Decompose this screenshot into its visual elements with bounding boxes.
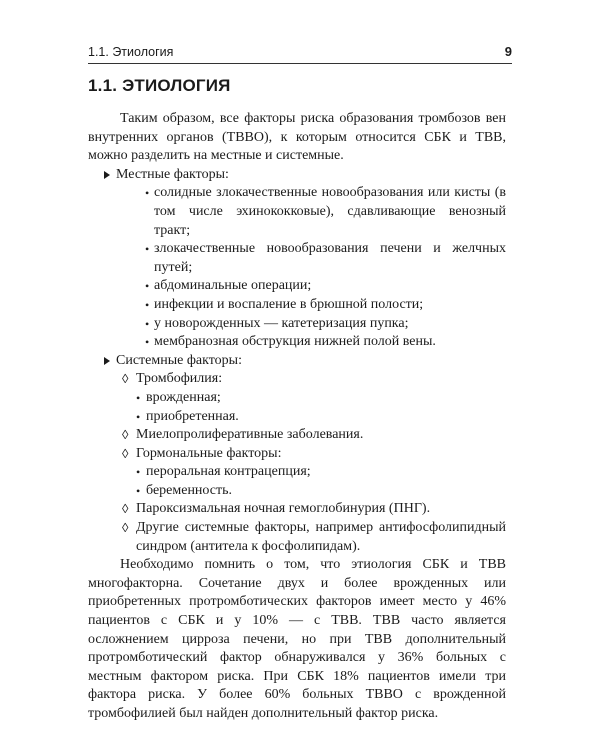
list-item: • злокачественные новообразования печени и желчных путей;	[145, 241, 506, 275]
bullet-icon: •	[145, 335, 150, 350]
running-header	[88, 44, 512, 64]
systemic-factors-list	[116, 370, 506, 556]
local-factors-group	[88, 166, 506, 352]
list-item: ◊ Другие системные факторы, например антифосфолипидный синдром (антитела к фосфолипидам).	[122, 520, 506, 554]
bullet-icon: •	[136, 409, 141, 424]
list-item: ◊ Тромбофилия: • врожденная; • приобретенная.	[116, 370, 506, 426]
list-item: • у новорожденных — катетеризация пупка;	[116, 315, 506, 334]
factor-groups	[88, 166, 506, 556]
bullet-icon: •	[145, 297, 150, 312]
local-factors-label: Местные факторы:	[116, 166, 229, 182]
thrombophilia-list	[116, 389, 506, 426]
list-item: • мембранозная обструкция нижней полой вены.	[116, 333, 506, 352]
bullet-icon: •	[136, 465, 141, 480]
local-factors-list	[116, 184, 506, 351]
running-title: 1.1. Этиология	[88, 45, 174, 59]
list-item: • солидные злокачественные новообразования или кисты (в том числе эхинококковые), сдавливающие венозный тракт;	[145, 185, 506, 238]
list-item: • приобретенная.	[116, 408, 506, 427]
list-item: ◊ Миелопролиферативные заболевания.	[116, 426, 506, 445]
bullet-icon: •	[136, 483, 141, 498]
diamond-bullet-icon: ◊	[122, 501, 129, 517]
diamond-bullet-icon: ◊	[122, 445, 129, 461]
list-item: ◊ Гормональные факторы: • пероральная контрацепция; • беременность.	[116, 445, 506, 501]
section-body	[88, 110, 506, 724]
section-title: 1.1. ЭТИОЛОГИЯ	[88, 76, 231, 95]
triangle-bullet-icon	[104, 357, 110, 365]
list-item: • абдоминальные операции;	[116, 277, 506, 296]
bullet-icon: •	[145, 279, 150, 294]
triangle-bullet-icon	[104, 171, 110, 179]
bullet-icon: •	[136, 390, 141, 405]
page-number: 9	[504, 44, 512, 59]
bullet-icon: •	[145, 316, 150, 331]
bullet-icon: •	[145, 186, 150, 201]
list-item: • инфекции и воспаление в брюшной полости;	[116, 296, 506, 315]
diamond-bullet-icon: ◊	[122, 371, 129, 387]
list-item: • пероральная контрацепция;	[116, 463, 506, 482]
systemic-factors-group	[88, 352, 506, 557]
diamond-bullet-icon: ◊	[122, 427, 129, 443]
bullet-icon: •	[145, 242, 150, 257]
hormonal-list	[116, 463, 506, 500]
systemic-factors-label: Системные факторы:	[116, 352, 242, 368]
list-item: ◊ Пароксизмальная ночная гемоглобинурия (ПНГ).	[116, 500, 506, 519]
diamond-bullet-icon: ◊	[122, 520, 129, 536]
intro-paragraph: Таким образом, все факторы риска образования тромбозов вен внутренних органов (ТВВО), к которым относится СБК и ТВВ, можно разделить на местные и системные.	[88, 111, 506, 164]
list-item: • врожденная;	[116, 389, 506, 408]
list-item: • беременность.	[116, 482, 506, 501]
conclusion-paragraph: Необходимо помнить о том, что этиология СБК и ТВВ многофакторна. Сочетание двух и более врожденных или приобретенных протромботических факторов имеет место у 46% пациентов с СБК и у 10% — с ТВВ. ТВВ часто является осложнением цирроза печени, но при ТВВ дополнительный протромботический фактор обнаруживался у 36% больных с местным фактором риска. При СБК 18% пациентов имели три фактора риска. У более 60% больных ТВВО с врожденной тромбофилией был найден дополнительный фактор риска.	[88, 557, 506, 721]
